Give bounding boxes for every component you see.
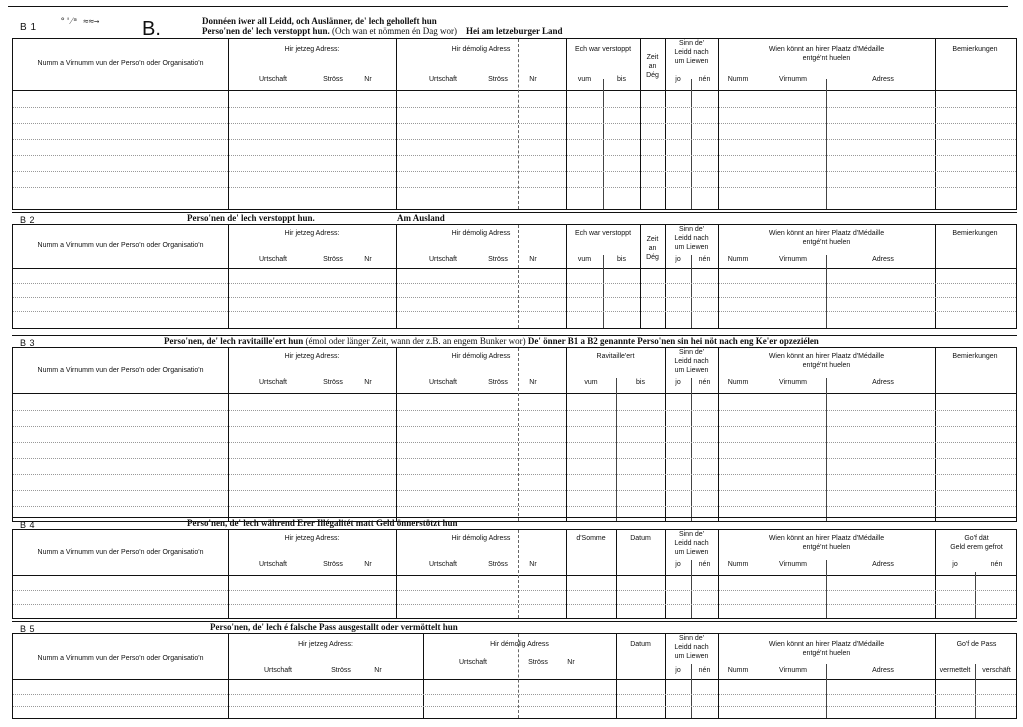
- header-medal-address: Adress: [872, 256, 894, 263]
- header-date: Datum: [630, 535, 651, 542]
- header-medal: Wien könnt an hirer Plaatz d'Médaille entgé'nt huelen: [768, 353, 885, 369]
- section-b4: [12, 517, 1017, 622]
- section-b4-title: Perso'nen, de' lech während Erer Illégalitét matt Geld önnerstötzt hun: [187, 518, 458, 528]
- table-b3: [12, 347, 1017, 522]
- header-current-address: Hir jetzeg Adress:: [284, 535, 340, 542]
- header-yes: jo: [675, 76, 681, 83]
- header-hid: Ech war verstoppt: [574, 46, 632, 53]
- header-obtained: verschäft: [982, 667, 1011, 674]
- header-nr: Nr: [567, 659, 575, 666]
- header-money-asked: Go'f dät Geld erem gefrot: [950, 535, 1003, 551]
- section-b3-title: [164, 336, 819, 346]
- header-nr: Nr: [529, 379, 537, 386]
- header-nr: Nr: [529, 76, 537, 83]
- section-b5: [12, 621, 1017, 720]
- header-nr: Nr: [364, 561, 372, 568]
- header-street: Ströss: [323, 76, 343, 83]
- section-b2-rule: [12, 212, 1017, 213]
- section-b5-rule: [12, 621, 1017, 622]
- form-page: [12, 8, 1017, 720]
- header-alive: Sinn de' Leidd nach um Liewen: [674, 531, 709, 556]
- header-current-address: Hir jetzeg Adress:: [284, 46, 340, 53]
- section-b4-label: B 4: [20, 520, 36, 530]
- section-b5-label: B 5: [20, 624, 36, 634]
- header-hid: Ech war verstoppt: [574, 230, 632, 237]
- section-b2-label: B 2: [20, 215, 36, 225]
- section-b3-title-a: Perso'nen, de' lech ravitaille'ert hun: [164, 336, 304, 346]
- header-medal-address: Adress: [872, 561, 894, 568]
- header-yes: jo: [675, 379, 681, 386]
- header-former-address: Hir démolig Adress: [490, 641, 549, 648]
- header-medal-name: Numm: [727, 561, 749, 568]
- header-no: nén: [990, 561, 1003, 568]
- header-name: Numm a Virnumm vun der Perso'n oder Organisatio'n: [37, 367, 204, 374]
- header-current-address: Hir jetzeg Adress:: [284, 353, 340, 360]
- section-b3-title-b: (émol oder länger Zeit, wann der z.B. an engem Bunker wor): [305, 336, 526, 346]
- header-former-address: Hir démolig Adress: [451, 230, 511, 237]
- header-name: Numm a Virnumm vun der Perso'n oder Organisatio'n: [37, 242, 204, 249]
- header-sum: d'Somme: [576, 535, 606, 542]
- header-current-address: Hir jetzeg Adress:: [298, 641, 353, 648]
- header-no: nén: [698, 256, 711, 263]
- header-medal-address: Adress: [872, 667, 894, 674]
- header-medal-name: Numm: [727, 667, 749, 674]
- section-b2-title-b: Am Ausland: [397, 213, 445, 223]
- header-locality: Urtschaft: [258, 256, 287, 263]
- header-yes: jo: [675, 256, 681, 263]
- header-current-address: Hir jetzeg Adress:: [284, 230, 340, 237]
- header-medal-address: Adress: [872, 379, 894, 386]
- header-street: Ströss: [323, 256, 343, 263]
- section-b1-title-line2: [202, 26, 563, 36]
- header-nr: Nr: [529, 256, 537, 263]
- header-no: nén: [698, 561, 711, 568]
- section-b1-label: B 1: [20, 22, 37, 33]
- header-alive: Sinn de' Leidd nach um Liewen: [674, 635, 709, 660]
- header-medal: Wien könnt an hirer Plaatz d'Médaille entgé'nt huelen: [768, 46, 885, 62]
- header-name: Numm a Virnumm vun der Perso'n oder Organisatio'n: [37, 549, 204, 556]
- table-b5: [12, 633, 1017, 719]
- header-locality: Urtschaft: [258, 561, 287, 568]
- header-locality: Urtschaft: [428, 76, 457, 83]
- header-locality: Urtschaft: [428, 379, 457, 386]
- header-street: Ströss: [331, 667, 351, 674]
- header-from: vum: [577, 76, 592, 83]
- header-medal-name: Numm: [727, 256, 749, 263]
- handwritten-scribble: °'⁄ᵃ ≈≈→: [60, 17, 100, 27]
- form-letter: B.: [142, 18, 161, 40]
- top-border: [8, 6, 1008, 7]
- header-no: nén: [698, 76, 711, 83]
- header-yes: jo: [675, 561, 681, 568]
- header-locality: Urtschaft: [258, 379, 287, 386]
- section-b1-title-a: Perso'nen de' lech verstoppt hun.: [202, 26, 330, 36]
- header-medal-address: Adress: [872, 76, 894, 83]
- header-street: Ströss: [488, 256, 508, 263]
- header-yes: jo: [952, 561, 958, 568]
- header-locality: Urtschaft: [428, 561, 457, 568]
- header-street: Ströss: [488, 76, 508, 83]
- table-b2: [12, 224, 1017, 329]
- header-to: bis: [617, 256, 626, 263]
- header-issued: vermettelt: [939, 667, 971, 674]
- header-to: bis: [617, 76, 626, 83]
- section-b1-title-line1: Donnéen iwer all Leidd, och Auslänner, de' lech geholleft hun: [202, 16, 437, 26]
- header-medal-first: Virnumm: [779, 561, 807, 568]
- section-b1: [12, 14, 1017, 214]
- header-from: vum: [577, 256, 592, 263]
- header-former-address: Hir démolig Adress: [451, 353, 511, 360]
- header-medal-name: Numm: [727, 379, 749, 386]
- header-medal: Wien könnt an hirer Plaatz d'Médaille entgé'nt huelen: [768, 641, 885, 657]
- header-alive: Sinn de' Leidd nach um Liewen: [674, 40, 709, 65]
- header-alive: Sinn de' Leidd nach um Liewen: [674, 349, 709, 374]
- section-b1-title-c: Hei am letzeburger Land: [465, 26, 563, 36]
- header-time-days: Zeit an Dég: [646, 54, 659, 79]
- header-remarks: Bemierkungen: [952, 230, 998, 237]
- header-medal: Wien könnt an hirer Plaatz d'Médaille entgé'nt huelen: [768, 535, 885, 551]
- header-name: Numm a Virnumm vun der Perso'n oder Organisatio'n: [37, 655, 204, 662]
- header-street: Ströss: [323, 561, 343, 568]
- section-b5-title: Perso'nen, de' lech é falsche Pass ausgestallt oder vermöttelt hun: [210, 622, 458, 632]
- header-former-address: Hir démolig Adress: [451, 535, 511, 542]
- header-locality: Urtschaft: [428, 256, 457, 263]
- section-b1-title-b: (Och wan et nömmen én Dag wor): [332, 26, 457, 36]
- header-medal-first: Virnumm: [779, 256, 807, 263]
- header-pass: Go'f de Pass: [956, 641, 997, 648]
- header-remarks: Bemierkungen: [952, 353, 998, 360]
- header-medal-first: Virnumm: [779, 667, 807, 674]
- header-medal-first: Virnumm: [779, 379, 807, 386]
- header-medal-first: Virnumm: [779, 76, 807, 83]
- section-b3-title-c: De' önner B1 a B2 genannte Perso'nen sin hei nöt nach eng Ke'er opzeziélen: [527, 336, 819, 346]
- header-remarks: Bemierkungen: [952, 46, 998, 53]
- header-street: Ströss: [528, 659, 548, 666]
- header-alive: Sinn de' Leidd nach um Liewen: [674, 226, 709, 251]
- header-locality: Urtschaft: [263, 667, 292, 674]
- header-time-days: Zeit an Dég: [646, 236, 659, 261]
- header-street: Ströss: [488, 561, 508, 568]
- header-name: Numm a Virnumm vun der Perso'n oder Organisatio'n: [37, 60, 204, 67]
- section-b4-rule: [12, 517, 1017, 518]
- header-to: bis: [636, 379, 645, 386]
- header-street: Ströss: [323, 379, 343, 386]
- header-no: nén: [698, 379, 711, 386]
- header-supplied: Ravitaille'ert: [596, 353, 635, 360]
- table-b4: [12, 529, 1017, 619]
- header-no: nén: [698, 667, 711, 674]
- section-b3: [12, 335, 1017, 525]
- header-locality: Urtschaft: [258, 76, 287, 83]
- header-street: Ströss: [488, 379, 508, 386]
- section-b2: [12, 212, 1017, 336]
- header-nr: Nr: [364, 76, 372, 83]
- header-date: Datum: [630, 641, 651, 648]
- header-from: vum: [584, 379, 598, 386]
- header-locality: Urtschaft: [458, 659, 487, 666]
- section-b3-label: B 3: [20, 338, 36, 348]
- header-former-address: Hir démolig Adress: [451, 46, 511, 53]
- header-nr: Nr: [374, 667, 382, 674]
- header-yes: jo: [675, 667, 681, 674]
- section-b2-title: Perso'nen de' lech verstoppt hun.: [187, 213, 315, 223]
- header-medal-name: Numm: [727, 76, 749, 83]
- header-nr: Nr: [364, 256, 372, 263]
- header-nr: Nr: [364, 379, 372, 386]
- header-nr: Nr: [529, 561, 537, 568]
- table-b1: [12, 38, 1017, 210]
- header-medal: Wien könnt an hirer Plaatz d'Médaille entgé'nt huelen: [768, 230, 885, 246]
